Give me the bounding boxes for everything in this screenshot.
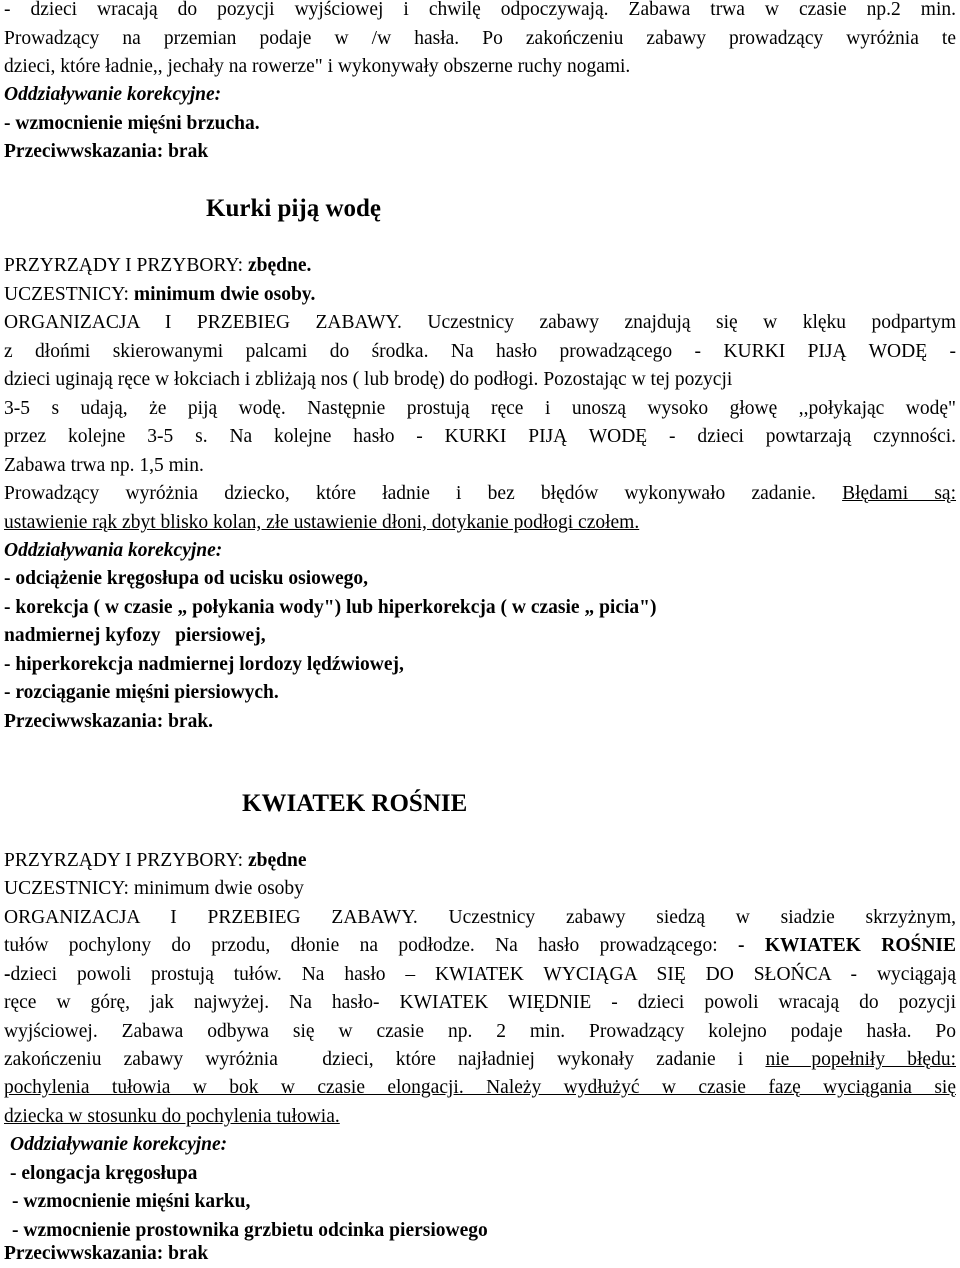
text-run: dzieci uginają ręce w łokciach i zbliżają nos ( lub brodę) do podłogi. xyxy=(4,369,539,390)
text-run: dzieci powoli prostują tułów. Na hasło – KWIATEK WYCIĄGA SIĘ DO SŁOŃCA - wyciągają xyxy=(10,964,956,985)
participants-line: UCZESTNICY: minimum dwie osoby xyxy=(4,878,304,899)
errors-text: ustawienie rąk zbyt blisko kolan, złe ustawienie dłoni, dotykanie podłogi czołem. xyxy=(4,512,640,533)
text-line: ręce w górę, jak najwyżej. Na hasło- KWIATEK WIĘDNIE - dzieci powoli wracają do pozycji xyxy=(4,992,956,1013)
equipment-line xyxy=(4,252,956,280)
equipment-line xyxy=(4,847,956,875)
effect-item: - wzmocnienie mięśni karku, xyxy=(12,1191,251,1212)
participants-label: UCZESTNICY: xyxy=(4,284,129,305)
text-line xyxy=(4,366,956,394)
game-title: Kurki piją wodę xyxy=(206,195,382,222)
effect-item: - odciążenie kręgosłupa od ucisku osiowego, xyxy=(4,568,369,589)
errors-text: dziecka w stosunku do pochylenia tułowia. xyxy=(4,1106,340,1127)
text-run: 3-5 s udają, że piją wodę. xyxy=(4,398,286,419)
text-run: Następnie prostują ręce i unoszą wysoko głowę ,,połykając wodę" xyxy=(307,398,956,419)
text-line xyxy=(4,338,956,366)
equipment-value: zbędne. xyxy=(247,255,312,276)
effect-item: - korekcja ( w czasie „ połykania wody") lub hiperkorekcja ( w czasie „ picia") xyxy=(4,597,657,618)
text-line xyxy=(4,932,956,960)
errors-label: Błędami są: xyxy=(842,483,957,504)
errors-text: pochylenia tułowia w bok w czasie elongacji. Należy wydłużyć w czasie fazę wyciągania się xyxy=(4,1077,956,1098)
text-run: Uczestnicy zabawy znajdują się w klęku podpartym xyxy=(427,312,956,333)
equipment-value: zbędne xyxy=(247,850,307,871)
game-title: KWIATEK ROŚNIE xyxy=(242,790,468,817)
text-line: ORGANIZACJA I PRZEBIEG ZABAWY. Uczestnicy zabawy siedzą w siadzie skrzyżnym, xyxy=(4,907,956,928)
text-line: Zabawa trwa np. 1,5 min. xyxy=(4,455,204,476)
text-line xyxy=(4,395,956,423)
text-run: przez kolejne 3-5 s. xyxy=(4,426,208,447)
text-run: - KWIATEK ROŚNIE xyxy=(738,935,957,956)
text-run: Na kolejne hasło - KURKI PIJĄ WODĘ - dzieci powtarzają czynności. xyxy=(229,426,957,447)
effect-label: Oddziaływanie korekcyjne: xyxy=(10,1134,228,1155)
effect-item: - rozciąganie mięśni piersiowych. xyxy=(4,682,279,703)
contraindications: Przeciwwskazania: brak xyxy=(4,141,209,162)
text-run: - xyxy=(4,964,11,985)
text-line: dzieci, które ładnie,, jechały na rowerze" i wykonywały obszerne ruchy nogami. xyxy=(4,56,631,77)
effect-item: - hiperkorekcja nadmiernej lordozy lędźwiowej, xyxy=(4,654,404,675)
text-line: Prowadzący na przemian podaje w /w hasła. Po zakończeniu zabawy prowadzący wyróżnia te xyxy=(4,28,956,49)
participants-value: minimum dwie osoby. xyxy=(133,284,316,305)
text-line xyxy=(4,423,956,451)
equipment-label: PRZYRZĄDY I PRZYBORY: xyxy=(4,850,244,871)
effect-label: Oddziaływania korekcyjne: xyxy=(4,540,223,561)
text-run: Na hasło prowadzącego - KURKI PIJĄ WODĘ - xyxy=(450,341,957,362)
text-line: - dzieci wracają do pozycji wyjściowej i chwilę odpoczywają. Zabawa trwa w czasie np.2 min. xyxy=(4,0,956,20)
contraindications: Przeciwwskazania: brak xyxy=(4,1243,209,1264)
text-run: Pozostając w tej pozycji xyxy=(543,369,733,390)
text-line xyxy=(4,480,956,508)
effect-item: - wzmocnienie mięśni brzucha. xyxy=(4,113,260,134)
effect-item: nadmiernej kyfozy piersiowej, xyxy=(4,625,266,646)
section-label: ORGANIZACJA I PRZEBIEG ZABAWY. xyxy=(4,312,402,333)
text-line: wyjściowej. Zabawa odbywa się w czasie np. 2 min. Prowadzący kolejno podaje hasła. Po xyxy=(4,1021,956,1042)
effect-item: - elongacja kręgosłupa xyxy=(10,1163,198,1184)
participants-line xyxy=(4,281,956,309)
text-run: zakończeniu zabawy wyróżnia dzieci, które najładniej wykonały zadanie i xyxy=(4,1049,744,1070)
text-run: tułów pochylony do przodu, dłonie na podłodze. Na hasło prowadzącego: xyxy=(4,935,718,956)
errors-label: nie popełniły błędu: xyxy=(765,1049,956,1070)
contraindications: Przeciwwskazania: brak. xyxy=(4,711,214,732)
equipment-label: PRZYRZĄDY I PRZYBORY: xyxy=(4,255,244,276)
text-run: Prowadzący wyróżnia dziecko, które ładnie i bez błędów wykonywało zadanie. xyxy=(4,483,816,504)
text-line xyxy=(4,1046,956,1074)
text-line xyxy=(4,961,956,989)
text-line xyxy=(4,309,956,337)
text-run: z dłońmi skierowanymi palcami do środka. xyxy=(4,341,429,362)
effect-item: - wzmocnienie prostownika grzbietu odcinka piersiowego xyxy=(12,1220,488,1241)
effect-label: Oddziaływanie korekcyjne: xyxy=(4,84,222,105)
